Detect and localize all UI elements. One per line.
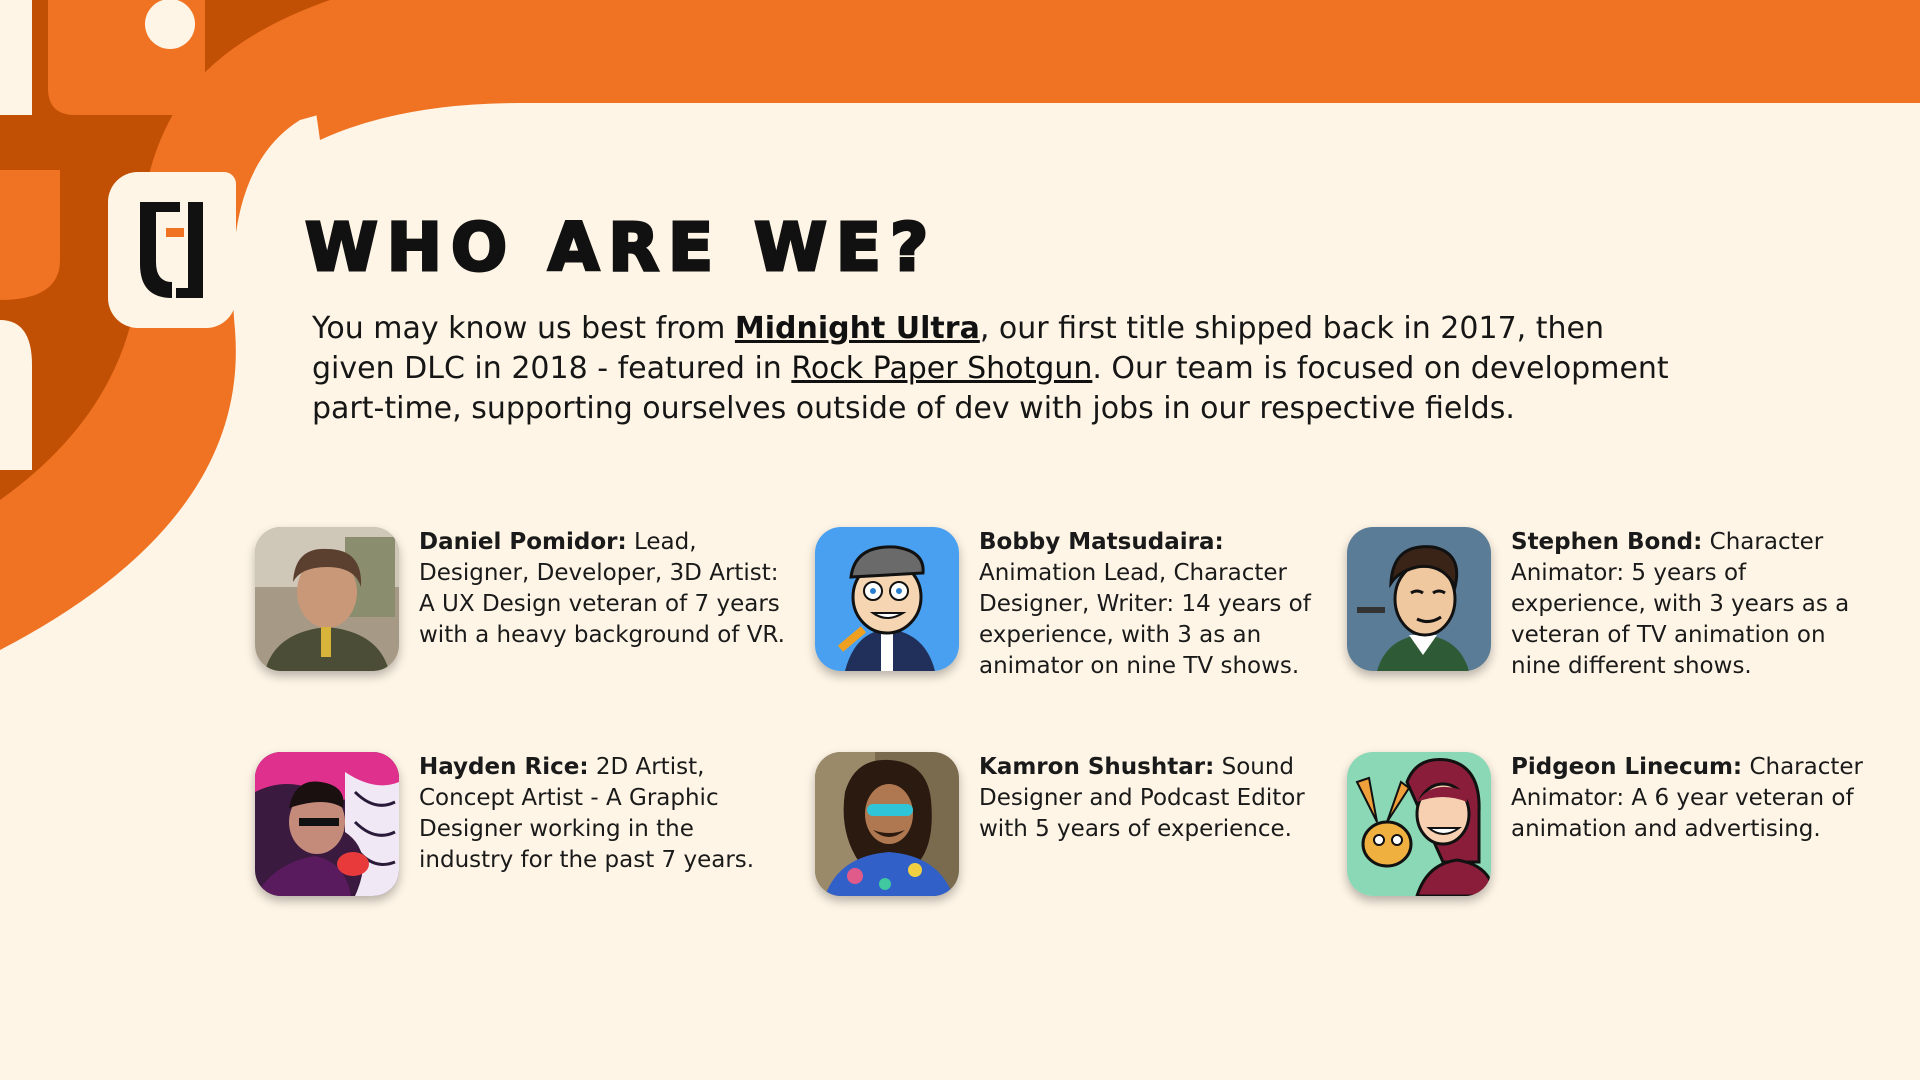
page-title: WHO ARE WE?	[305, 209, 938, 286]
intro-paragraph	[312, 309, 1682, 429]
member-name: Bobby Matsudaira:	[979, 529, 1224, 555]
member-name: Stephen Bond:	[1511, 529, 1703, 555]
member-description: 2D Artist, Concept Artist - A Graphic Designer working in the industry for the past 7 years.	[419, 754, 755, 873]
member-bio	[1511, 752, 1867, 845]
member-name: Daniel Pomidor:	[419, 529, 627, 555]
cartoon-portrait-icon	[815, 527, 959, 671]
intro-text-end: . Our team is focused on development part-time, supporting ourselves outside of dev with jobs in our respective fields.	[312, 351, 1669, 426]
avatar	[1347, 527, 1491, 671]
cream-bottom-left-shape	[0, 320, 32, 470]
member-name: Pidgeon Linecum:	[1511, 754, 1743, 780]
avatar	[255, 752, 399, 896]
member-description: Animation Lead, Character Designer, Writer: 14 years of experience, with 3 as an animator on nine TV shows.	[979, 560, 1311, 679]
member-name: Hayden Rice:	[419, 754, 589, 780]
avatar	[815, 752, 959, 896]
avatar	[255, 527, 399, 671]
midnight-ultra-link[interactable]: Midnight Ultra	[734, 311, 980, 346]
team-member-card	[255, 527, 795, 671]
team-member-card	[815, 752, 1335, 896]
portrait-photo-icon	[255, 527, 399, 671]
member-bio	[979, 527, 1335, 682]
member-description: Lead, Designer, Developer, 3D Artist: A UX Design veteran of 7 years with a heavy background of VR.	[419, 529, 785, 648]
member-bio	[419, 527, 795, 651]
team-member-card	[1347, 752, 1867, 896]
member-bio	[419, 752, 795, 876]
cream-top-left-shape	[0, 0, 32, 115]
top-banner-shape	[300, 0, 1920, 140]
studio-logo	[108, 172, 236, 328]
avatar	[1347, 752, 1491, 896]
intro-text-start: You may know us best from	[312, 311, 735, 346]
avatar	[815, 527, 959, 671]
orange-half-circle	[0, 170, 60, 300]
member-description: Character Animator: A 6 year veteran of animation and advertising.	[1511, 754, 1864, 842]
team-member-card	[255, 752, 795, 896]
cream-dot	[145, 0, 195, 49]
team-member-card	[815, 527, 1335, 682]
portrait-photo-icon	[255, 752, 399, 896]
studio-logo-mark-icon	[134, 202, 210, 302]
portrait-photo-icon	[815, 752, 959, 896]
rock-paper-shotgun-link[interactable]: Rock Paper Shotgun	[791, 351, 1093, 386]
team-member-card	[1347, 527, 1867, 682]
cartoon-portrait-icon	[1347, 527, 1491, 671]
member-name: Kamron Shushtar:	[979, 754, 1215, 780]
member-bio	[1511, 527, 1867, 682]
member-bio	[979, 752, 1335, 845]
member-description: Sound Designer and Podcast Editor with 5 years of experience.	[979, 754, 1305, 842]
cartoon-portrait-icon	[1347, 752, 1491, 896]
intro-text-middle: , our first title shipped back in 2017, then given DLC in 2018 - featured in	[312, 311, 1604, 386]
member-description: Character Animator: 5 years of experience, with 3 years as a veteran of TV animation on nine different shows.	[1511, 529, 1850, 679]
